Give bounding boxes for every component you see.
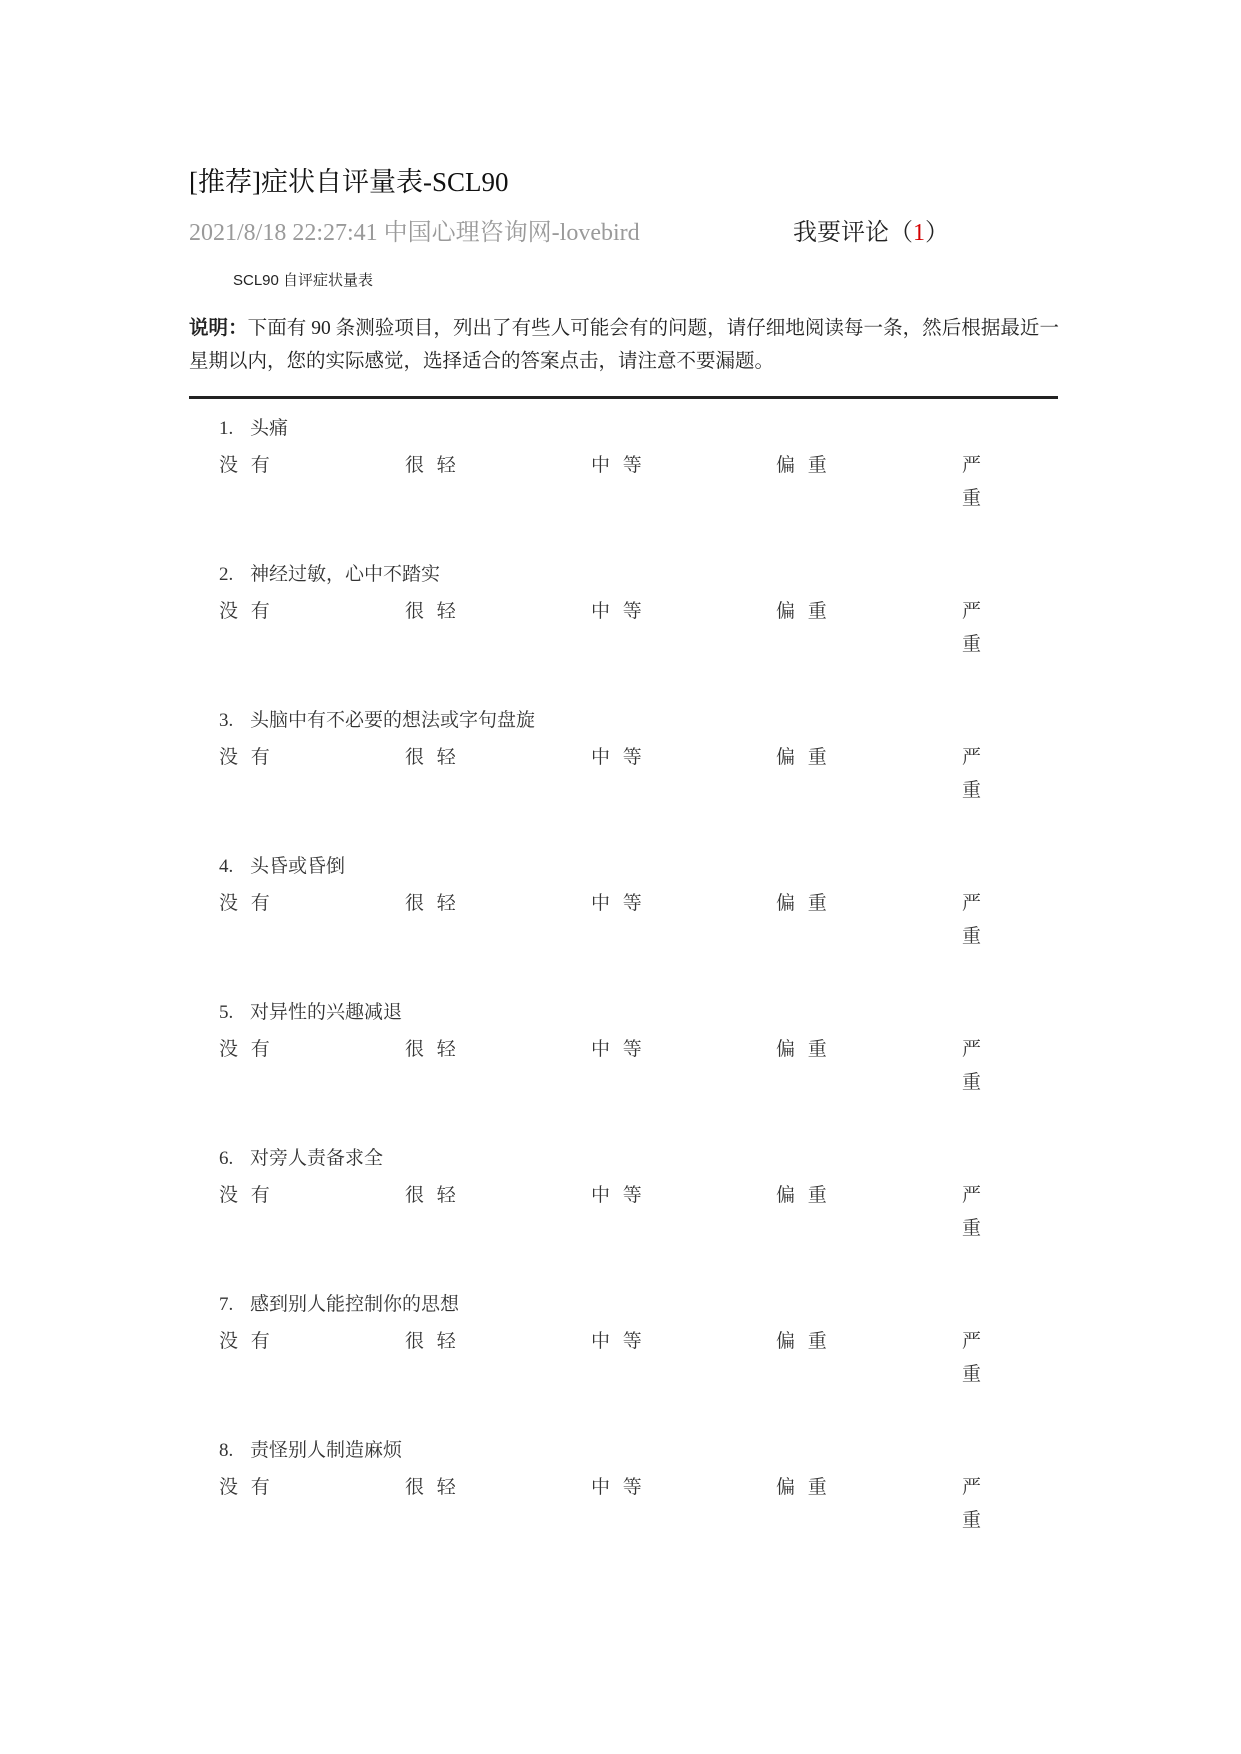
answer-option-4[interactable]: 偏 重 bbox=[776, 1185, 827, 1206]
divider bbox=[189, 396, 1058, 399]
answer-option-4[interactable]: 偏 重 bbox=[776, 1039, 827, 1060]
answer-option-4[interactable]: 偏 重 bbox=[776, 455, 827, 476]
instructions bbox=[189, 312, 1059, 378]
subtitle: SCL90 自评症状量表 bbox=[233, 272, 374, 289]
answer-option-4[interactable]: 偏 重 bbox=[776, 1477, 827, 1498]
answer-option-1[interactable]: 没 有 bbox=[219, 601, 270, 622]
question-number: 8. bbox=[219, 1440, 234, 1461]
question-text: 头脑中有不必要的想法或字句盘旋 bbox=[250, 710, 536, 731]
question-title bbox=[219, 1146, 919, 1172]
answer-option-5[interactable]: 严重 bbox=[962, 1185, 982, 1239]
question-text: 责怪别人制造麻烦 bbox=[250, 1440, 403, 1461]
question-number: 3. bbox=[219, 710, 234, 731]
answer-option-3[interactable]: 中 等 bbox=[591, 455, 642, 476]
answer-option-3[interactable]: 中 等 bbox=[591, 747, 642, 768]
answer-option-2[interactable]: 很 轻 bbox=[405, 1039, 456, 1060]
question-title bbox=[219, 854, 919, 880]
answer-option-2[interactable]: 很 轻 bbox=[405, 893, 456, 914]
page-title: [推荐]症状自评量表-SCL90 bbox=[189, 167, 509, 197]
answer-option-5[interactable]: 严重 bbox=[962, 601, 982, 655]
answer-option-5[interactable]: 严重 bbox=[962, 747, 982, 801]
answer-option-1[interactable]: 没 有 bbox=[219, 1039, 270, 1060]
post-meta: 2021/8/18 22:27:41 中国心理咨询网-lovebird bbox=[189, 220, 640, 246]
answer-option-3[interactable]: 中 等 bbox=[591, 893, 642, 914]
instructions-text: 下面有 90 条测验项目，列出了有些人可能会有的问题，请仔细地阅读每一条，然后根据最近一星期以内，您的实际感觉，选择适合的答案点击，请注意不要漏题。 bbox=[189, 318, 1059, 372]
answer-option-5[interactable]: 严重 bbox=[962, 893, 982, 947]
answer-option-4[interactable]: 偏 重 bbox=[776, 747, 827, 768]
answer-option-2[interactable]: 很 轻 bbox=[405, 455, 456, 476]
comment-label: 我要评论（ bbox=[793, 220, 913, 246]
answer-option-1[interactable]: 没 有 bbox=[219, 893, 270, 914]
question-number: 4. bbox=[219, 856, 234, 877]
answer-option-1[interactable]: 没 有 bbox=[219, 1477, 270, 1498]
answer-option-2[interactable]: 很 轻 bbox=[405, 747, 456, 768]
question-number: 7. bbox=[219, 1294, 234, 1315]
comment-close: ） bbox=[925, 220, 949, 246]
answer-option-2[interactable]: 很 轻 bbox=[405, 1477, 456, 1498]
question-title bbox=[219, 416, 919, 442]
answer-option-3[interactable]: 中 等 bbox=[591, 1331, 642, 1352]
answer-option-2[interactable]: 很 轻 bbox=[405, 601, 456, 622]
question-title bbox=[219, 1292, 919, 1318]
question-title bbox=[219, 708, 919, 734]
answer-option-1[interactable]: 没 有 bbox=[219, 455, 270, 476]
answer-option-2[interactable]: 很 轻 bbox=[405, 1185, 456, 1206]
answer-option-4[interactable]: 偏 重 bbox=[776, 601, 827, 622]
question-text: 对异性的兴趣减退 bbox=[250, 1002, 403, 1023]
answer-option-5[interactable]: 严重 bbox=[962, 455, 982, 509]
instructions-label: 说明： bbox=[189, 318, 248, 339]
answer-option-3[interactable]: 中 等 bbox=[591, 1039, 642, 1060]
answer-option-1[interactable]: 没 有 bbox=[219, 747, 270, 768]
question-title bbox=[219, 562, 919, 588]
answer-option-3[interactable]: 中 等 bbox=[591, 1185, 642, 1206]
question-title bbox=[219, 1000, 919, 1026]
question-text: 神经过敏，心中不踏实 bbox=[250, 564, 441, 585]
answer-option-4[interactable]: 偏 重 bbox=[776, 1331, 827, 1352]
answer-option-5[interactable]: 严重 bbox=[962, 1039, 982, 1093]
question-number: 1. bbox=[219, 418, 234, 439]
question-number: 6. bbox=[219, 1148, 234, 1169]
comment-link[interactable] bbox=[793, 218, 949, 248]
answer-option-4[interactable]: 偏 重 bbox=[776, 893, 827, 914]
answer-option-3[interactable]: 中 等 bbox=[591, 601, 642, 622]
question-number: 5. bbox=[219, 1002, 234, 1023]
answer-option-3[interactable]: 中 等 bbox=[591, 1477, 642, 1498]
question-title bbox=[219, 1438, 919, 1464]
question-text: 头痛 bbox=[250, 418, 289, 439]
answer-option-5[interactable]: 严重 bbox=[962, 1477, 982, 1531]
question-text: 感到别人能控制你的思想 bbox=[250, 1294, 460, 1315]
answer-option-5[interactable]: 严重 bbox=[962, 1331, 982, 1385]
comment-count: 1 bbox=[913, 220, 925, 246]
answer-option-1[interactable]: 没 有 bbox=[219, 1185, 270, 1206]
question-text: 头昏或昏倒 bbox=[250, 856, 346, 877]
question-number: 2. bbox=[219, 564, 234, 585]
question-text: 对旁人责备求全 bbox=[250, 1148, 384, 1169]
answer-option-1[interactable]: 没 有 bbox=[219, 1331, 270, 1352]
answer-option-2[interactable]: 很 轻 bbox=[405, 1331, 456, 1352]
